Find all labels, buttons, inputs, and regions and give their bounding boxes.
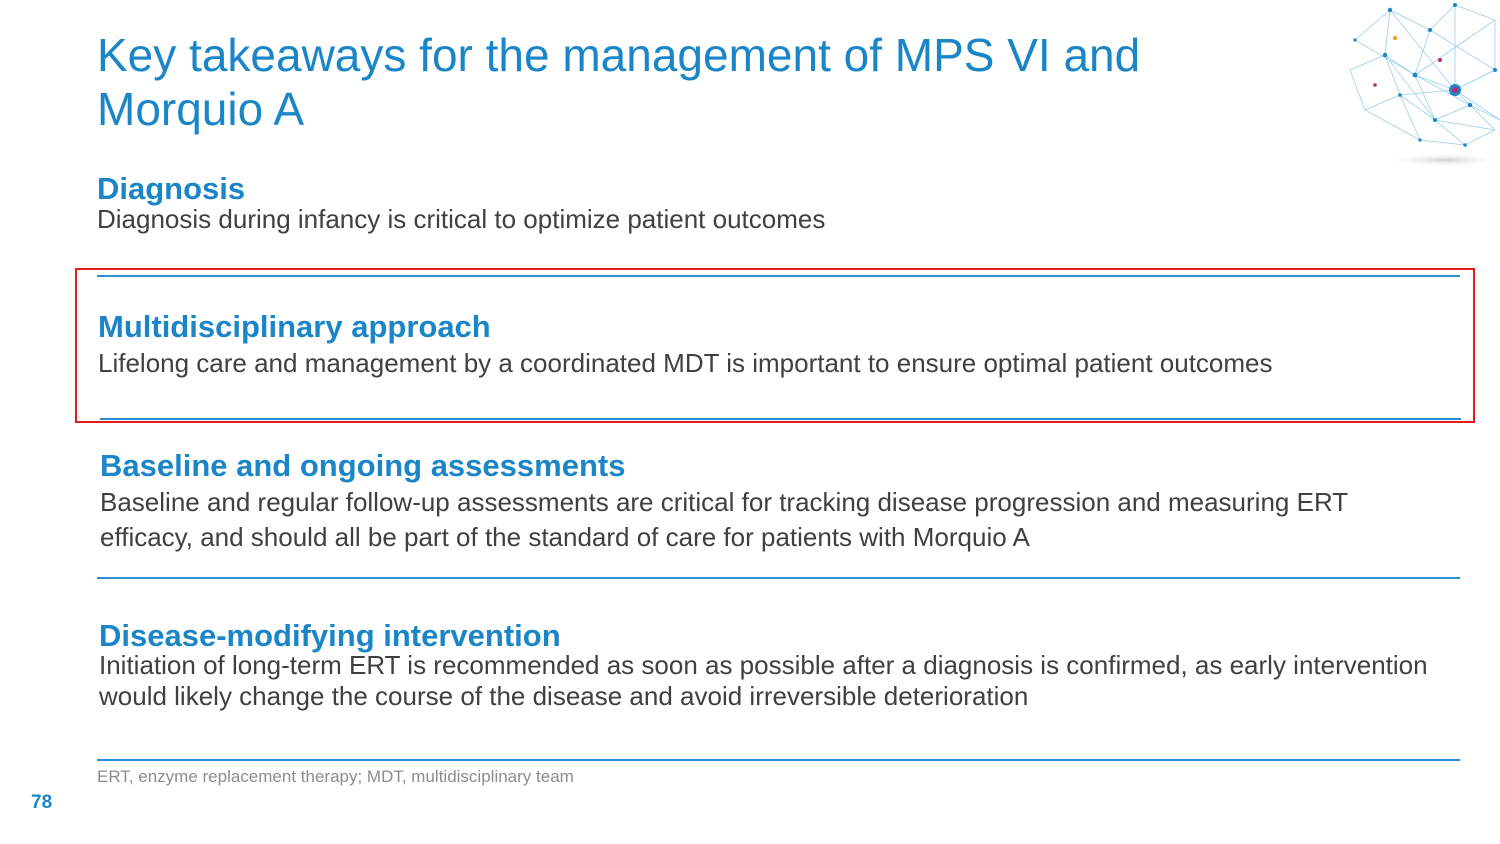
- divider: [97, 759, 1460, 761]
- footnote: ERT, enzyme replacement therapy; MDT, multidisciplinary team: [97, 767, 574, 786]
- section-assessments: [100, 448, 1445, 555]
- section-body: Lifelong care and management by a coordinated MDT is important to ensure optimal patient outcomes: [98, 348, 1273, 378]
- section-heading: Multidisciplinary approach: [98, 309, 491, 344]
- section-intervention: [99, 618, 1444, 712]
- page-number: 78: [31, 792, 53, 813]
- highlight-box: [75, 268, 1475, 423]
- section-body: Initiation of long-term ERT is recommended as soon as possible after a diagnosis is confirmed, as early intervention would likely change the course of the disease and avoid irreversible deterioration: [99, 650, 1428, 711]
- network-globe-icon: [1345, 0, 1500, 170]
- section-heading: Disease-modifying intervention: [99, 618, 561, 653]
- divider: [97, 577, 1460, 579]
- section-heading: Diagnosis: [97, 171, 246, 206]
- section-body: Baseline and regular follow-up assessments are critical for tracking disease progression and measuring ERT efficacy, and should all be part of the standard of care for patients with Morquio A: [100, 487, 1348, 552]
- slide-title: Key takeaways for the management of MPS VI and Morquio A: [97, 29, 1141, 135]
- section-heading: Baseline and ongoing assessments: [100, 448, 626, 483]
- section-diagnosis: [97, 171, 1457, 236]
- section-body: Diagnosis during infancy is critical to optimize patient outcomes: [97, 204, 826, 234]
